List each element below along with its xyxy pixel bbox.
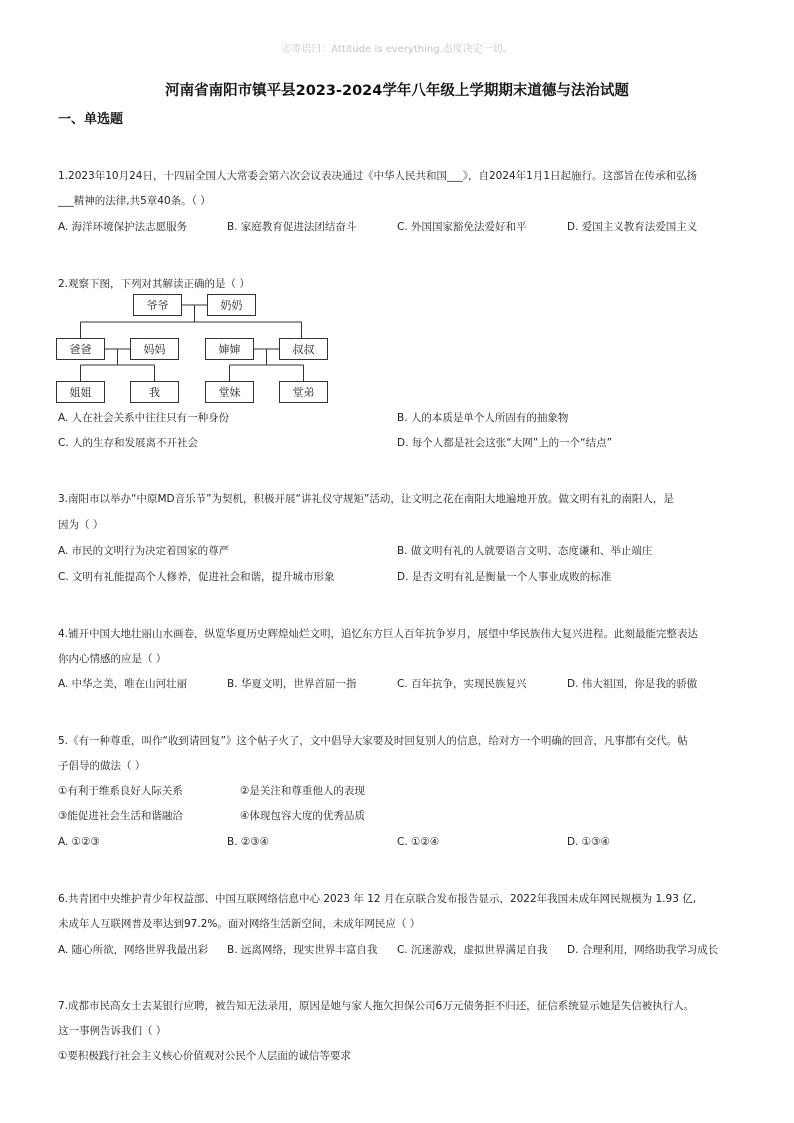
- question-4-text-line2: 你内心情感的应是（ ）: [58, 653, 167, 665]
- question-1-option-d[interactable]: D. 爱国主义教育法爱国主义: [567, 221, 698, 233]
- label-grandpa: 爷爷: [146, 299, 169, 312]
- question-5-statement-3: ③能促进社会生活和谐融洽: [58, 810, 183, 822]
- question-4-option-c[interactable]: C. 百年抗争，实现民族复兴: [397, 678, 527, 690]
- question-6-option-b[interactable]: B. 远离网络，现实世界丰富自我: [227, 944, 378, 956]
- question-2-option-c[interactable]: C. 人的生存和发展离不开社会: [58, 437, 199, 449]
- question-6-text-line2: 未成年人互联网普及率达到97.2%。面对网络生活新空间，未成年网民应（ ）: [58, 918, 421, 930]
- question-7-text-line2: 这一事例告诉我们（ ）: [58, 1025, 167, 1037]
- question-2-option-d[interactable]: D. 每个人都是社会这张“大网”上的一个“结点”: [397, 437, 613, 449]
- question-1-option-c[interactable]: C. 外国国家豁免法爱好和平: [397, 221, 527, 233]
- label-grandma: 奶奶: [220, 299, 243, 312]
- question-3-text-line2: 因为（ ）: [58, 519, 104, 531]
- label-cousin-m: 堂弟: [292, 386, 315, 399]
- question-5-text-line1: 5.《有一种尊重，叫作“收到请回复”》这个帖子火了，文中倡导大家要及时回复别人的信息，给对方一个明确的回音，凡事都有交代。帖: [58, 735, 688, 747]
- question-5-text-line2: 子倡导的做法（ ）: [58, 760, 146, 772]
- question-1-option-b[interactable]: B. 家庭教育促进法团结奋斗: [227, 221, 357, 233]
- label-cousin-f: 堂妹: [218, 386, 241, 399]
- question-4-option-a[interactable]: A. 中华之美，唯在山河壮丽: [58, 678, 188, 690]
- label-dad: 爸爸: [69, 343, 92, 356]
- label-uncle: 叔叔: [292, 343, 315, 356]
- question-4-option-d[interactable]: D. 伟大祖国，你是我的骄傲: [567, 678, 698, 690]
- label-sister: 姐姐: [69, 386, 92, 399]
- watermark: ㊣寄语曰：Attitude is everything.态度决定一切。: [281, 44, 513, 55]
- label-aunt: 婶婶: [218, 343, 241, 356]
- question-7-text-line1: 7.成都市民高女士去某银行应聘，被告知无法录用，原因是她与家人拖欠担保公司6万元债务拒不归还，征信系统显示她是失信被执行人。: [58, 1000, 695, 1012]
- question-5-statement-1: ①有利于维系良好人际关系: [58, 785, 183, 797]
- question-6-option-c[interactable]: C. 沉迷游戏，虚拟世界满足自我: [397, 944, 548, 956]
- family-tree-diagram: [56, 292, 346, 404]
- question-4-option-b[interactable]: B. 华夏文明，世界首屈一指: [227, 678, 357, 690]
- question-5-statement-2: ②是关注和尊重他人的表现: [240, 785, 365, 797]
- question-5-option-d[interactable]: D. ①③④: [567, 836, 610, 848]
- question-5-option-a[interactable]: A. ①②③: [58, 836, 100, 848]
- question-1-text-line2: ___精神的法律,共5章40条。（ ）: [58, 195, 211, 207]
- question-4-text-line1: 4.铺开中国大地壮丽山水画卷，纵览华夏历史辉煌灿烂文明，追忆东方巨人百年抗争岁月，展望中华民族伟大复兴进程。此刻最能完整表达: [58, 628, 699, 640]
- question-6-option-d[interactable]: D. 合理利用，网络助我学习成长: [567, 944, 719, 956]
- label-mom: 妈妈: [143, 343, 166, 356]
- question-3-option-c[interactable]: C. 文明有礼能提高个人修养，促进社会和谐，提升城市形象: [58, 571, 335, 583]
- question-3-option-d[interactable]: D. 是否文明有礼是衡量一个人事业成败的标准: [397, 571, 612, 583]
- question-1-option-a[interactable]: A. 海洋环境保护法志愿服务: [58, 221, 188, 233]
- question-5-statement-4: ④体现包容大度的优秀品质: [240, 810, 365, 822]
- section-heading: 一、单选题: [58, 112, 124, 127]
- page-title: 河南省南阳市镇平县2023-2024学年八年级上学期期末道德与法治试题: [165, 83, 629, 99]
- question-5-option-b[interactable]: B. ②③④: [227, 836, 270, 848]
- question-3-text-line1: 3.南阳市以举办“中原MD音乐节”为契机，积极开展“讲礼仪守规矩”活动，让文明之花在南阳大地遍地开放。做文明有礼的南阳人，是: [58, 493, 674, 505]
- question-7-statement-1: ①要积极践行社会主义核心价值观对公民个人层面的诚信等要求: [58, 1050, 351, 1062]
- question-5-option-c[interactable]: C. ①②④: [397, 836, 440, 848]
- question-6-option-a[interactable]: A. 随心所欲，网络世界我最出彩: [58, 944, 209, 956]
- question-6-text-line1: 6.共青团中央维护青少年权益部、中国互联网络信息中心 2023 年 12 月在京联合发布报告显示，2022年我国未成年网民规模为 1.93 亿,: [58, 893, 697, 905]
- question-3-option-a[interactable]: A. 市民的文明行为决定着国家的尊严: [58, 545, 230, 557]
- question-2-option-a[interactable]: A. 人在社会关系中往往只有一种身份: [58, 412, 230, 424]
- label-me: 我: [149, 386, 160, 399]
- question-3-option-b[interactable]: B. 做文明有礼的人就要语言文明、态度谦和、举止端庄: [397, 545, 653, 557]
- question-2-option-b[interactable]: B. 人的本质是单个人所固有的抽象物: [397, 412, 569, 424]
- question-2-text: 2.观察下图，下列对其解读正确的是（ ）: [58, 278, 250, 290]
- question-1-text-line1: 1.2023年10月24日，十四届全国人大常委会第六次会议表决通过《中华人民共和国___》，自2024年1月1日起施行。这部旨在传承和弘扬: [58, 170, 698, 182]
